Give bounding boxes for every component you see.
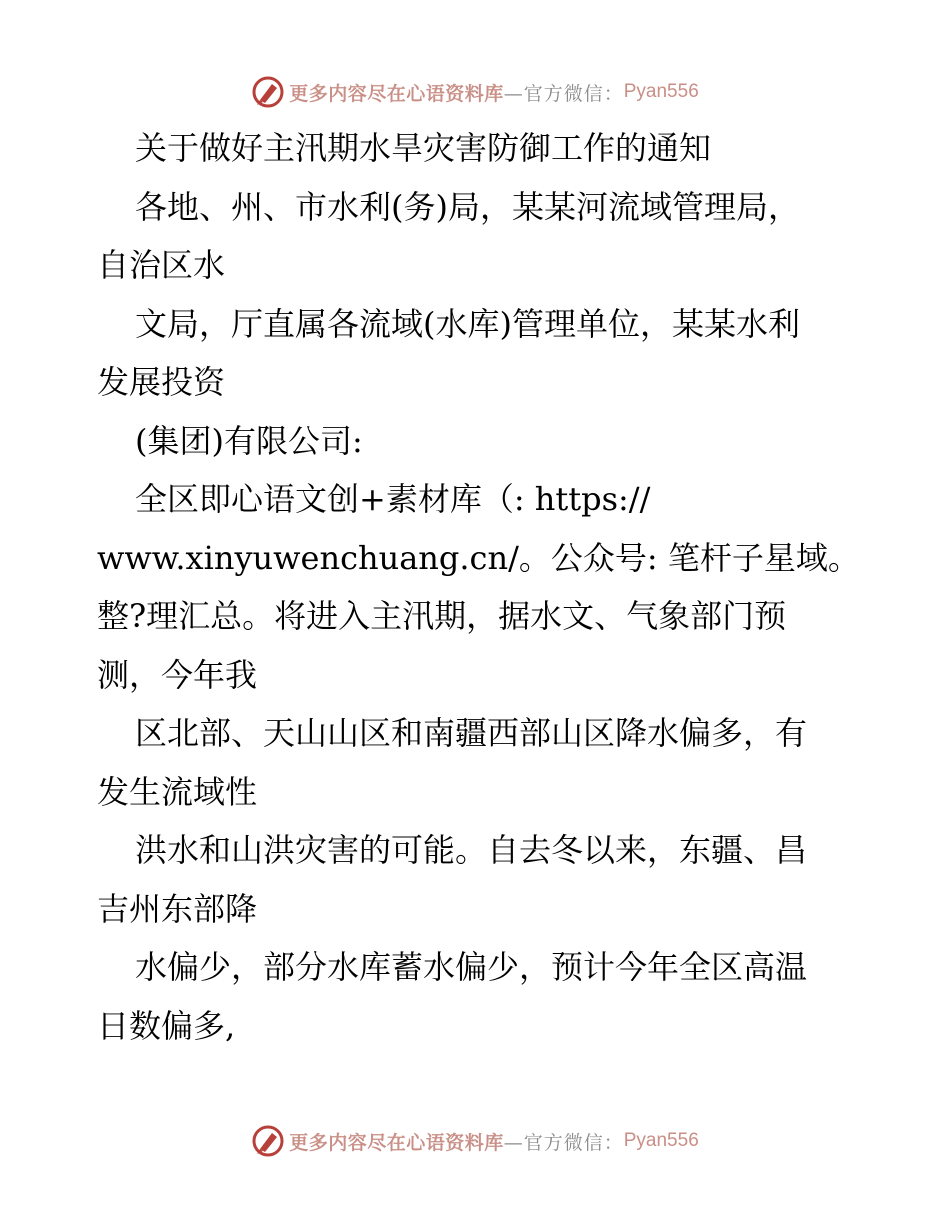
watermark-sub-text: —官方微信： xyxy=(503,1131,624,1154)
pen-logo-icon xyxy=(251,75,285,109)
text-line: 全区即心语文创+素材库（: https:// xyxy=(135,480,651,518)
watermark-footer xyxy=(0,1121,950,1161)
text-line: 测，今年我 xyxy=(97,655,258,694)
text-line: 区北部、天山山区和南疆西部山区降水偏多，有 xyxy=(135,714,808,752)
watermark-id-text: Pyan556 xyxy=(623,1130,699,1151)
text-line: 日数偏多, xyxy=(97,1006,236,1045)
text-line: 文局，厅直属各流域(水库)管理单位，某某水利 xyxy=(135,304,800,343)
text-line: 吉州东部降 xyxy=(97,889,258,928)
text-line: 各地、州、市水利(务)局，某某河流域管理局， xyxy=(135,187,800,226)
text-line: 发展投资 xyxy=(97,363,226,401)
text-line: 水偏少，部分水库蓄水偏少，预计今年全区高温 xyxy=(135,948,808,986)
text-line: www.xinyuwenchuang.cn/。公众号: 笔杆子星域。 xyxy=(97,538,860,577)
document-title: 关于做好主汛期水旱灾害防御工作的通知 xyxy=(135,129,712,167)
watermark-header xyxy=(0,72,950,112)
watermark-main-text: 更多内容尽在心语资料库 xyxy=(289,82,504,105)
text-line: 发生流域性 xyxy=(97,772,258,811)
text-line: 洪水和山洪灾害的可能。自去冬以来，东疆、昌 xyxy=(135,831,808,869)
text-line: 自治区水 xyxy=(97,246,226,284)
watermark-main-text: 更多内容尽在心语资料库 xyxy=(289,1131,504,1154)
text-line: (集团)有限公司: xyxy=(135,421,363,460)
document-body xyxy=(97,119,860,1055)
watermark-id-text: Pyan556 xyxy=(623,81,699,102)
pen-logo-icon xyxy=(251,1124,285,1158)
text-line: 整?理汇总。将进入主汛期，据水文、气象部门预 xyxy=(97,597,787,635)
watermark-sub-text: —官方微信： xyxy=(503,82,624,105)
